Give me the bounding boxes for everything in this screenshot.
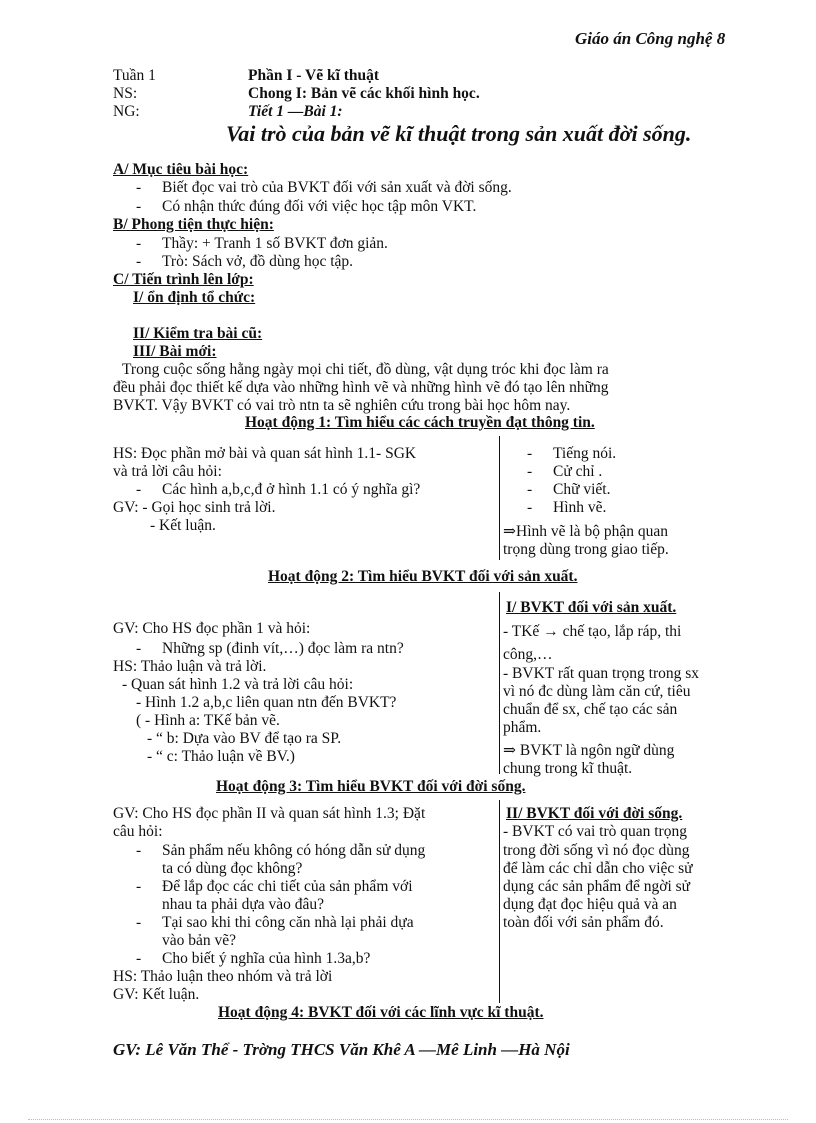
activity3-left-line: - Để lắp đọc các chi tiết của sản phẩm với (136, 878, 413, 895)
intro-line: đều phải đọc thiết kế dựa vào những hình vẽ và những hình vẽ đó tạo lên những (113, 379, 609, 396)
activity4-heading: Hoạt động 4: BVKT đối với các lĩnh vực kĩ thuật. (218, 1004, 544, 1021)
activity3-right-heading: II/ BVKT đối với đời sống. (506, 805, 683, 822)
activity2-right-line: - TKế → chế tạo, lắp ráp, thi (503, 623, 682, 640)
activity2-right-line: chung trong kĩ thuật. (503, 760, 633, 777)
activity1-left-line: - Kết luận. (150, 517, 216, 534)
activity2-right-line: phẩm. (503, 719, 542, 736)
intro-line: BVKT. Vậy BVKT có vai trò ntn ta sẽ nghiên cứu trong bài học hôm nay. (113, 397, 571, 414)
activity1-heading: Hoạt động 1: Tìm hiểu các cách truyền đạt thông tin. (245, 414, 595, 431)
page-footer: GV: Lê Văn Thể - Trờng THCS Văn Khê A —Mê Linh —Hà Nội (113, 1040, 570, 1059)
activity3-left-line: HS: Thảo luận theo nhóm và trả lời (113, 968, 333, 985)
activity3-right-line: trong đời sống vì nó đọc dùng (503, 842, 690, 859)
lesson-title: Vai trò của bản vẽ kĩ thuật trong sản xuất đời sống. (226, 121, 692, 146)
week-label: Tuần 1 (113, 67, 156, 84)
activity2-right-line: - BVKT rất quan trọng trong sx (503, 665, 700, 682)
activity1-left-line: HS: Đọc phần mở bài và quan sát hình 1.1- SGK (113, 445, 417, 462)
activity2-left-line: - “ c: Thảo luận về BV.) (147, 748, 295, 765)
activity1-right-item: - Tiếng nói. (527, 445, 617, 462)
activity3-left-line: - Cho biết ý nghĩa của hình 1.3a,b? (136, 950, 371, 967)
activity3-left-line: - Tại sao khi thi công căn nhà lại phải dựa (136, 914, 414, 931)
activity2-divider (499, 592, 500, 774)
activity3-right-line: dụng các sản phẩm để ngời sử (503, 878, 691, 895)
activity3-left-line: GV: Kết luận. (113, 986, 200, 1003)
ng-label: NG: (113, 103, 140, 120)
activity2-right-heading: I/ BVKT đối với sản xuất. (506, 599, 677, 616)
intro-line: Trong cuộc sống hằng ngày mọi chi tiết, đồ dùng, vật dụng tróc khi đọc làm ra (122, 361, 609, 378)
activity2-left-line: HS: Thảo luận và trả lời. (113, 658, 267, 675)
activity1-right-item: - Cử chỉ . (527, 463, 603, 480)
section-b-item: - Thầy: + Tranh 1 số BVKT đơn giản. (136, 235, 388, 252)
activity2-left-line: ( - Hình a: TKế bản vẽ. (136, 712, 280, 729)
activity2-right-line: ⇒ BVKT là ngôn ngữ dùng (503, 742, 675, 759)
activity3-left-line: ta có dùng đọc không? (162, 860, 303, 877)
ns-label: NS: (113, 85, 138, 102)
activity2-right-line: chuẩn để sx, chế tạo các sản (503, 701, 678, 718)
activity3-left-line: - Sản phẩm nếu không có hóng dẫn sử dụng (136, 842, 426, 859)
activity2-heading: Hoạt động 2: Tìm hiểu BVKT đối với sản xuất. (268, 568, 578, 585)
section-b-heading: B/ Phong tiện thực hiện: (113, 216, 274, 233)
activity3-left-line: câu hỏi: (113, 823, 163, 840)
chapter-title: Chong I: Bản vẽ các khối hình học. (248, 85, 480, 102)
activity3-right-line: - BVKT có vai trò quan trọng (503, 823, 687, 840)
page-header: Giáo án Công nghệ 8 (575, 29, 726, 48)
section-c-sub1: I/ ổn định tổ chức: (133, 289, 256, 306)
lesson-label: Tiết 1 —Bài 1: (248, 103, 343, 120)
activity3-right-line: dụng đạt đọc hiệu quả và an (503, 896, 677, 913)
activity3-left-line: nhau ta phải dựa vào đâu? (162, 896, 325, 913)
activity2-left-line: - “ b: Dựa vào BV để tạo ra SP. (147, 730, 342, 747)
section-c-heading: C/ Tiến trình lên lớp: (113, 271, 254, 288)
implies-arrow-icon: ⇒ (503, 523, 516, 540)
activity2-left-line: - Những sp (đinh vít,…) đọc làm ra ntn? (136, 640, 404, 657)
activity1-right-item: - Hình vẽ. (527, 499, 607, 516)
activity2-right-line: vì nó đc dùng làm căn cứ, tiêu (503, 683, 691, 700)
activity3-left-line: vào bản vẽ? (162, 932, 237, 949)
activity3-divider (499, 800, 500, 1003)
activity3-heading: Hoạt động 3: Tìm hiểu BVKT đối với đời sống. (216, 778, 526, 795)
activity1-divider (499, 436, 500, 560)
activity2-left-line: - Hình 1.2 a,b,c liên quan ntn đến BVKT? (136, 694, 397, 711)
section-c-sub2: II/ Kiểm tra bài cũ: (133, 325, 263, 342)
section-b-item: - Trò: Sách vở, đồ dùng học tập. (136, 253, 354, 270)
section-a-item: - Biết đọc vai trò của BVKT đối với sản xuất và đời sống. (136, 179, 512, 196)
implies-arrow-icon: ⇒ (503, 742, 516, 759)
part-title: Phần I - Vẽ kĩ thuật (248, 67, 380, 84)
activity3-right-line: toàn đối với sản phẩm đó. (503, 914, 664, 931)
section-a-heading: A/ Mục tiêu bài học: (113, 161, 249, 178)
activity1-conclusion: ⇒Hình vẽ là bộ phận quan (503, 523, 668, 540)
page-bottom-border (28, 1119, 788, 1120)
activity1-conclusion: trọng dùng trong giao tiếp. (503, 541, 669, 558)
activity1-left-line: - Các hình a,b,c,đ ở hình 1.1 có ý nghĩa gì? (136, 481, 421, 498)
arrow-right-icon: → (543, 623, 559, 640)
activity2-right-line: công,… (503, 646, 553, 663)
activity1-right-item: - Chữ viết. (527, 481, 611, 498)
activity1-left-line: và trả lời câu hỏi: (113, 463, 222, 480)
activity2-left-line: GV: Cho HS đọc phần 1 và hỏi: (113, 620, 311, 637)
activity3-right-line: để làm các chỉ dẫn cho việc sử (503, 860, 693, 877)
activity2-left-line: - Quan sát hình 1.2 và trả lời câu hỏi: (122, 676, 354, 693)
section-a-item: - Có nhận thức đúng đối với việc học tập môn VKT. (136, 198, 477, 215)
section-c-sub3: III/ Bài mới: (133, 343, 217, 360)
activity1-left-line: GV: - Gọi học sinh trả lời. (113, 499, 276, 516)
activity3-left-line: GV: Cho HS đọc phần II và quan sát hình 1.3; Đặt (113, 805, 426, 822)
